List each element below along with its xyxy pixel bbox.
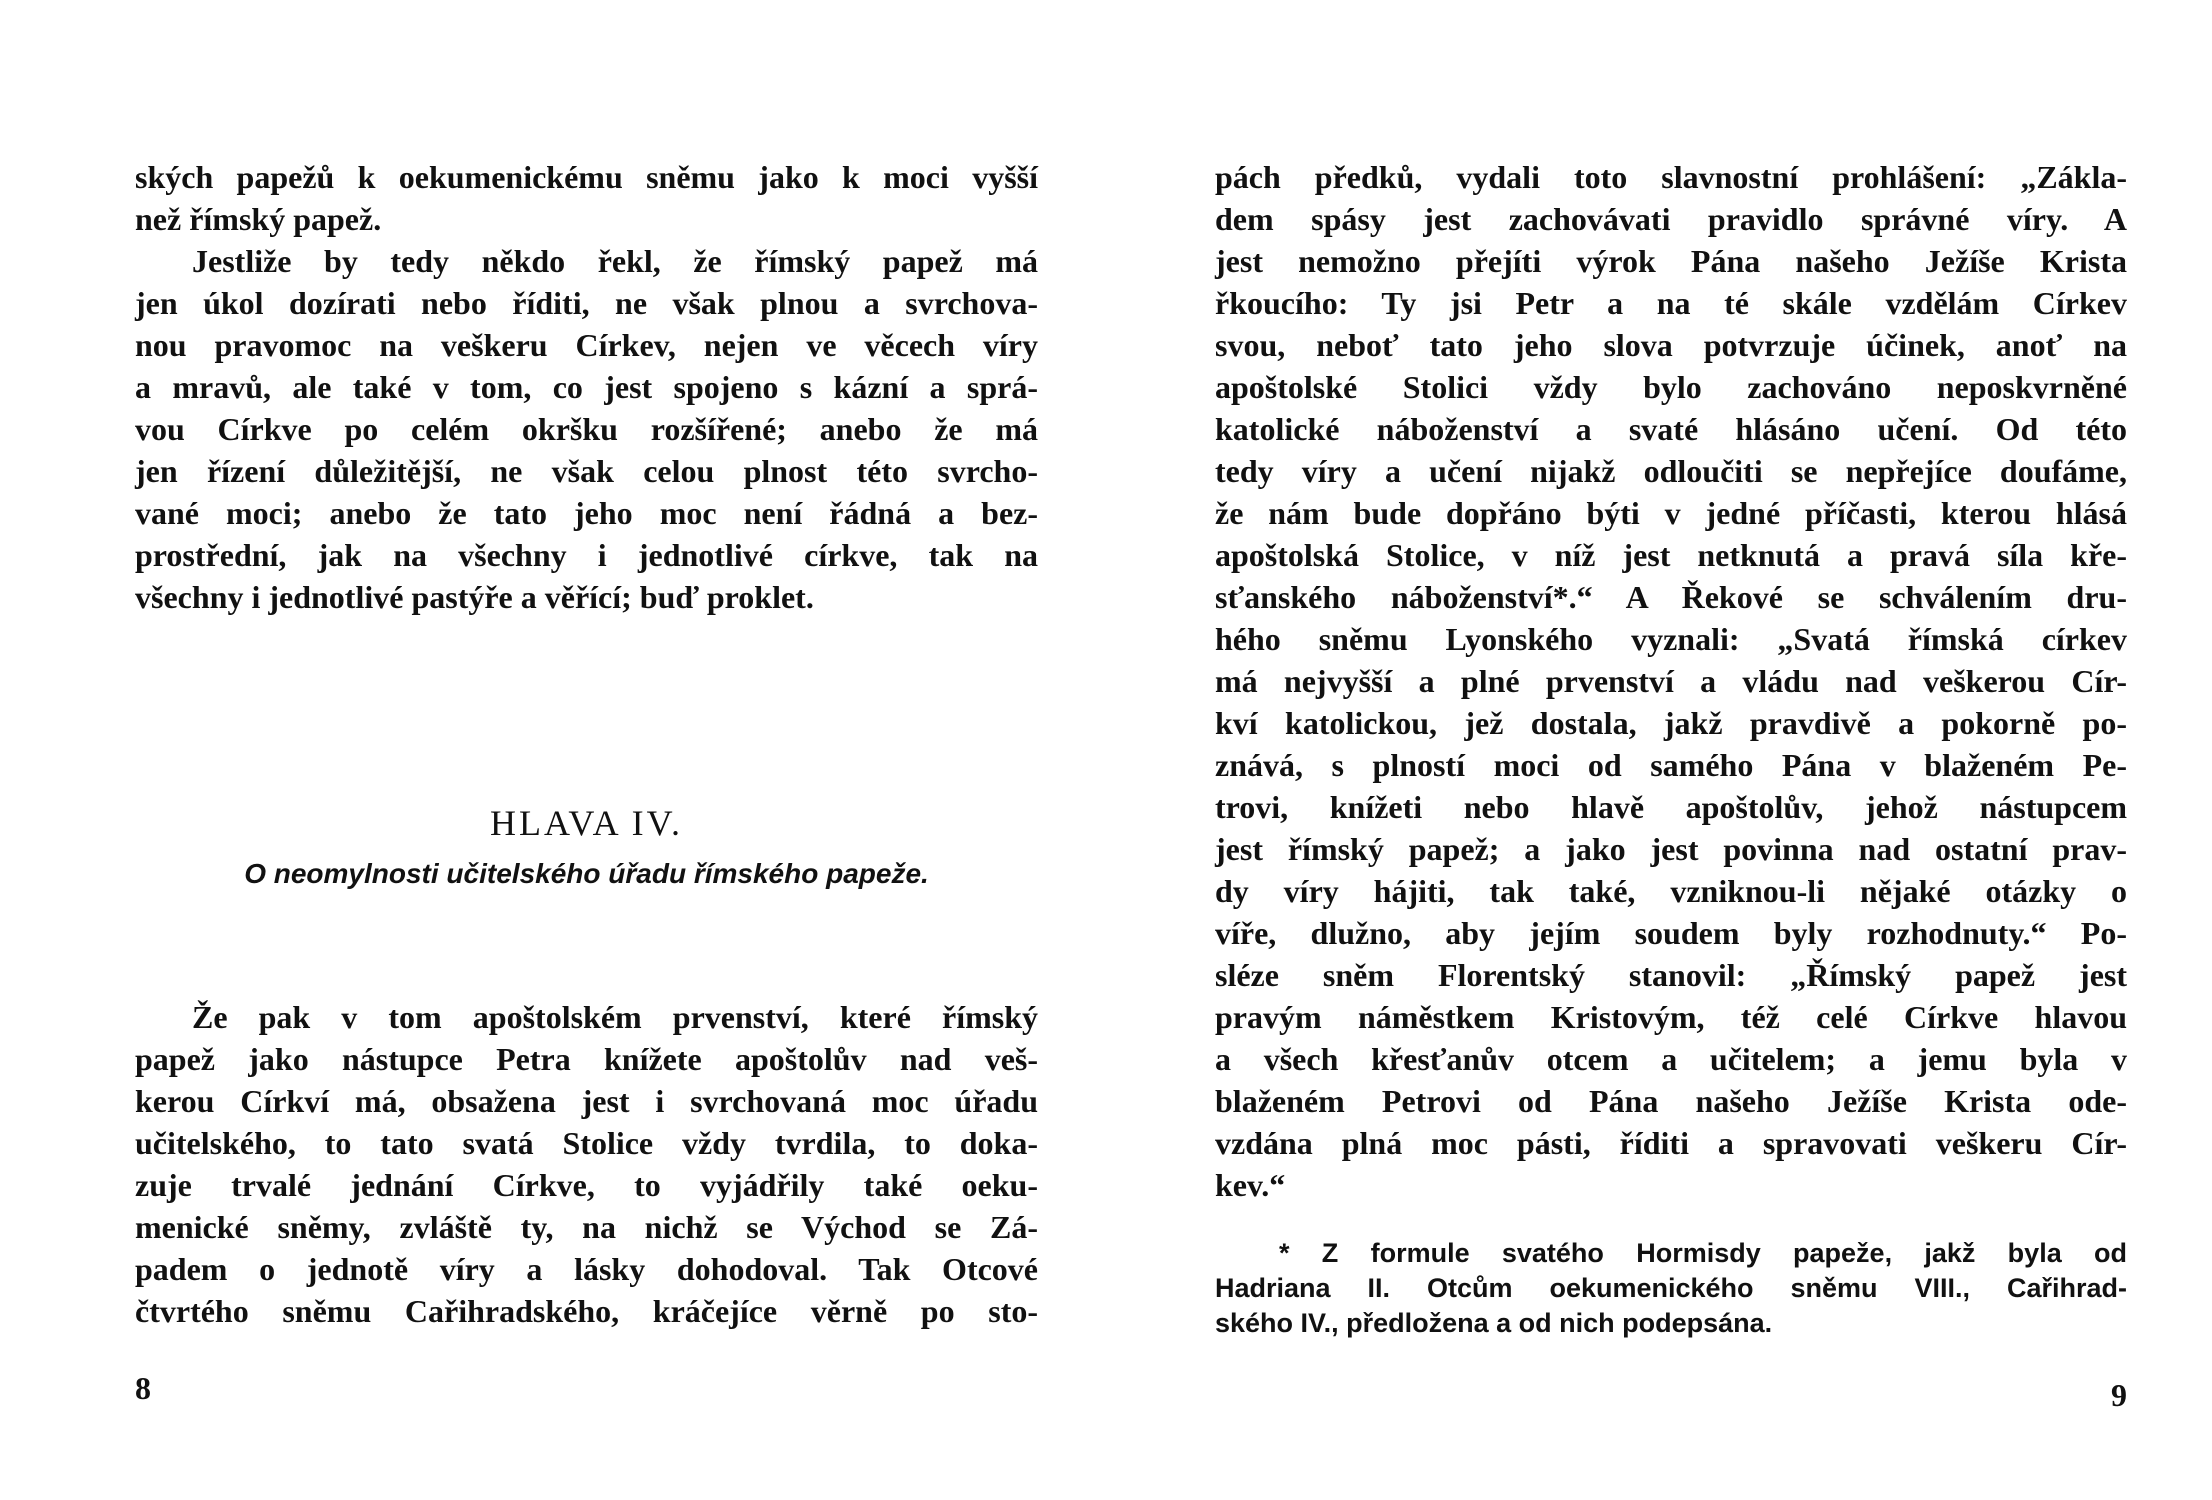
text-line: dem spásy jest zachovávati pravidlo správné víry. A	[1215, 201, 2127, 237]
text-line: padem o jednotě víry a lásky dohodoval. Tak Otcové	[135, 1251, 1038, 1287]
text-line: kví katolickou, jež dostala, jakž pravdivě a pokorně po-	[1215, 705, 2127, 741]
text-line: jen řízení důležitější, ne však celou plnost této svrcho-	[135, 453, 1038, 489]
chapter-heading: HLAVA IV.	[489, 803, 684, 843]
text-line: pách předků, vydali toto slavnostní prohlášení: „Zákla-	[1215, 159, 2127, 195]
text-line: ského IV., předložena a od nich podepsána.	[1215, 1308, 1773, 1338]
text-line: katolické náboženství a svaté hlásáno učení. Od této	[1215, 411, 2127, 447]
text-line: Hadriana II. Otcům oekumenického sněmu VIII., Cařihrad-	[1215, 1273, 2127, 1303]
text-line: čtvrtého sněmu Cařihradského, kráčejíce věrně po sto-	[135, 1293, 1038, 1329]
text-line: apoštolské Stolici vždy bylo zachováno neposkvrněné	[1215, 369, 2127, 405]
text-line: znává, s plností moci od samého Pána v blaženém Pe-	[1215, 747, 2127, 783]
text-line: sléze sněm Florentský stanovil: „Římský papež jest	[1215, 957, 2127, 993]
text-line: apoštolská Stolice, v níž jest netknutá a pravá síla kře-	[1215, 537, 2127, 573]
right-page-text	[1215, 156, 2127, 1206]
text-line: učitelského, to tato svatá Stolice vždy tvrdila, to doka-	[135, 1125, 1038, 1161]
text-line: že nám bude dopřáno býti v jedné příčasti, kterou hlásá	[1215, 495, 2127, 531]
text-line: a mravů, ale také v tom, co jest spojeno s kázní a sprá-	[135, 369, 1038, 405]
text-line: kerou Církví má, obsažena jest i svrchovaná moc úřadu	[135, 1083, 1038, 1119]
text-line: víře, dlužno, aby jejím soudem byly rozhodnuty.“ Po-	[1215, 915, 2127, 951]
text-line: Jestliže by tedy někdo řekl, že římský papež má	[192, 243, 1038, 279]
text-line: řkoucího: Ty jsi Petr a na té skále vzdělám Církev	[1215, 285, 2127, 321]
left-page-paragraph	[135, 156, 1038, 618]
page-number-left: 8	[135, 1370, 151, 1406]
footnote	[1215, 1236, 2127, 1341]
text-line: svou, neboť tato jeho slova potvrzuje účinek, anoť na	[1215, 327, 2127, 363]
text-line: prostřední, jak na všechny i jednotlivé církve, tak na	[135, 537, 1038, 573]
text-line: hého sněmu Lyonského vyznali: „Svatá římská církev	[1215, 621, 2127, 657]
text-line: vou Církve po celém okršku rozšířené; anebo že má	[135, 411, 1038, 447]
text-line: blaženém Petrovi od Pána našeho Ježíše Krista ode-	[1215, 1083, 2127, 1119]
text-line: vané moci; anebo že tato jeho moc není řádná a bez-	[135, 495, 1038, 531]
text-line: jest římský papež; a jako jest povinna nad ostatní prav-	[1215, 831, 2127, 867]
text-line: menické sněmy, zvláště ty, na nichž se Východ se Zá-	[135, 1209, 1038, 1245]
text-line: trovi, knížeti nebo hlavě apoštolův, jehož nástupcem	[1215, 789, 2127, 825]
text-line: všechny i jednotlivé pastýře a věřící; buď proklet.	[135, 579, 814, 615]
text-line: ských papežů k oekumenickému sněmu jako k moci vyšší	[135, 159, 1038, 195]
text-line: * Z formule svatého Hormisdy papeže, jakž byla od	[1279, 1238, 2127, 1268]
text-line: nou pravomoc na veškeru Církev, nejen ve věcech víry	[135, 327, 1038, 363]
text-line: dy víry hájiti, tak také, vzniknou-li nějaké otázky o	[1215, 873, 2127, 909]
page-number-right: 9	[2111, 1377, 2127, 1413]
text-line: papež jako nástupce Petra knížete apoštolův nad veš-	[135, 1041, 1038, 1077]
text-line: sťanského náboženství*.“ A Řekové se schválením dru-	[1215, 579, 2127, 615]
text-line: Že pak v tom apoštolském prvenství, které římský	[192, 999, 1038, 1035]
text-line: kev.“	[1215, 1167, 1286, 1203]
text-line: než římský papež.	[135, 201, 382, 237]
text-line: jest nemožno přejíti výrok Pána našeho Ježíše Krista	[1215, 243, 2127, 279]
text-line: vzdána plná moc pásti, říditi a spravovati veškeru Cír-	[1215, 1125, 2127, 1161]
text-line: má nejvyšší a plné prvenství a vládu nad veškerou Cír-	[1215, 663, 2127, 699]
text-line: jen úkol dozírati nebo říditi, ne však plnou a svrchova-	[135, 285, 1038, 321]
chapter-subtitle: O neomylnosti učitelského úřadu římského papeže.	[244, 858, 929, 889]
text-line: zuje trvalé jednání Církve, to vyjádřily také oeku-	[135, 1167, 1038, 1203]
text-line: tedy víry a učení nijakž odloučiti se nepřejíce doufáme,	[1215, 453, 2127, 489]
text-line: a všech křesťanův otcem a učitelem; a jemu byla v	[1215, 1041, 2127, 1077]
text-line: pravým náměstkem Kristovým, též celé Církve hlavou	[1215, 999, 2127, 1035]
left-page-chapter-text	[135, 996, 1038, 1332]
